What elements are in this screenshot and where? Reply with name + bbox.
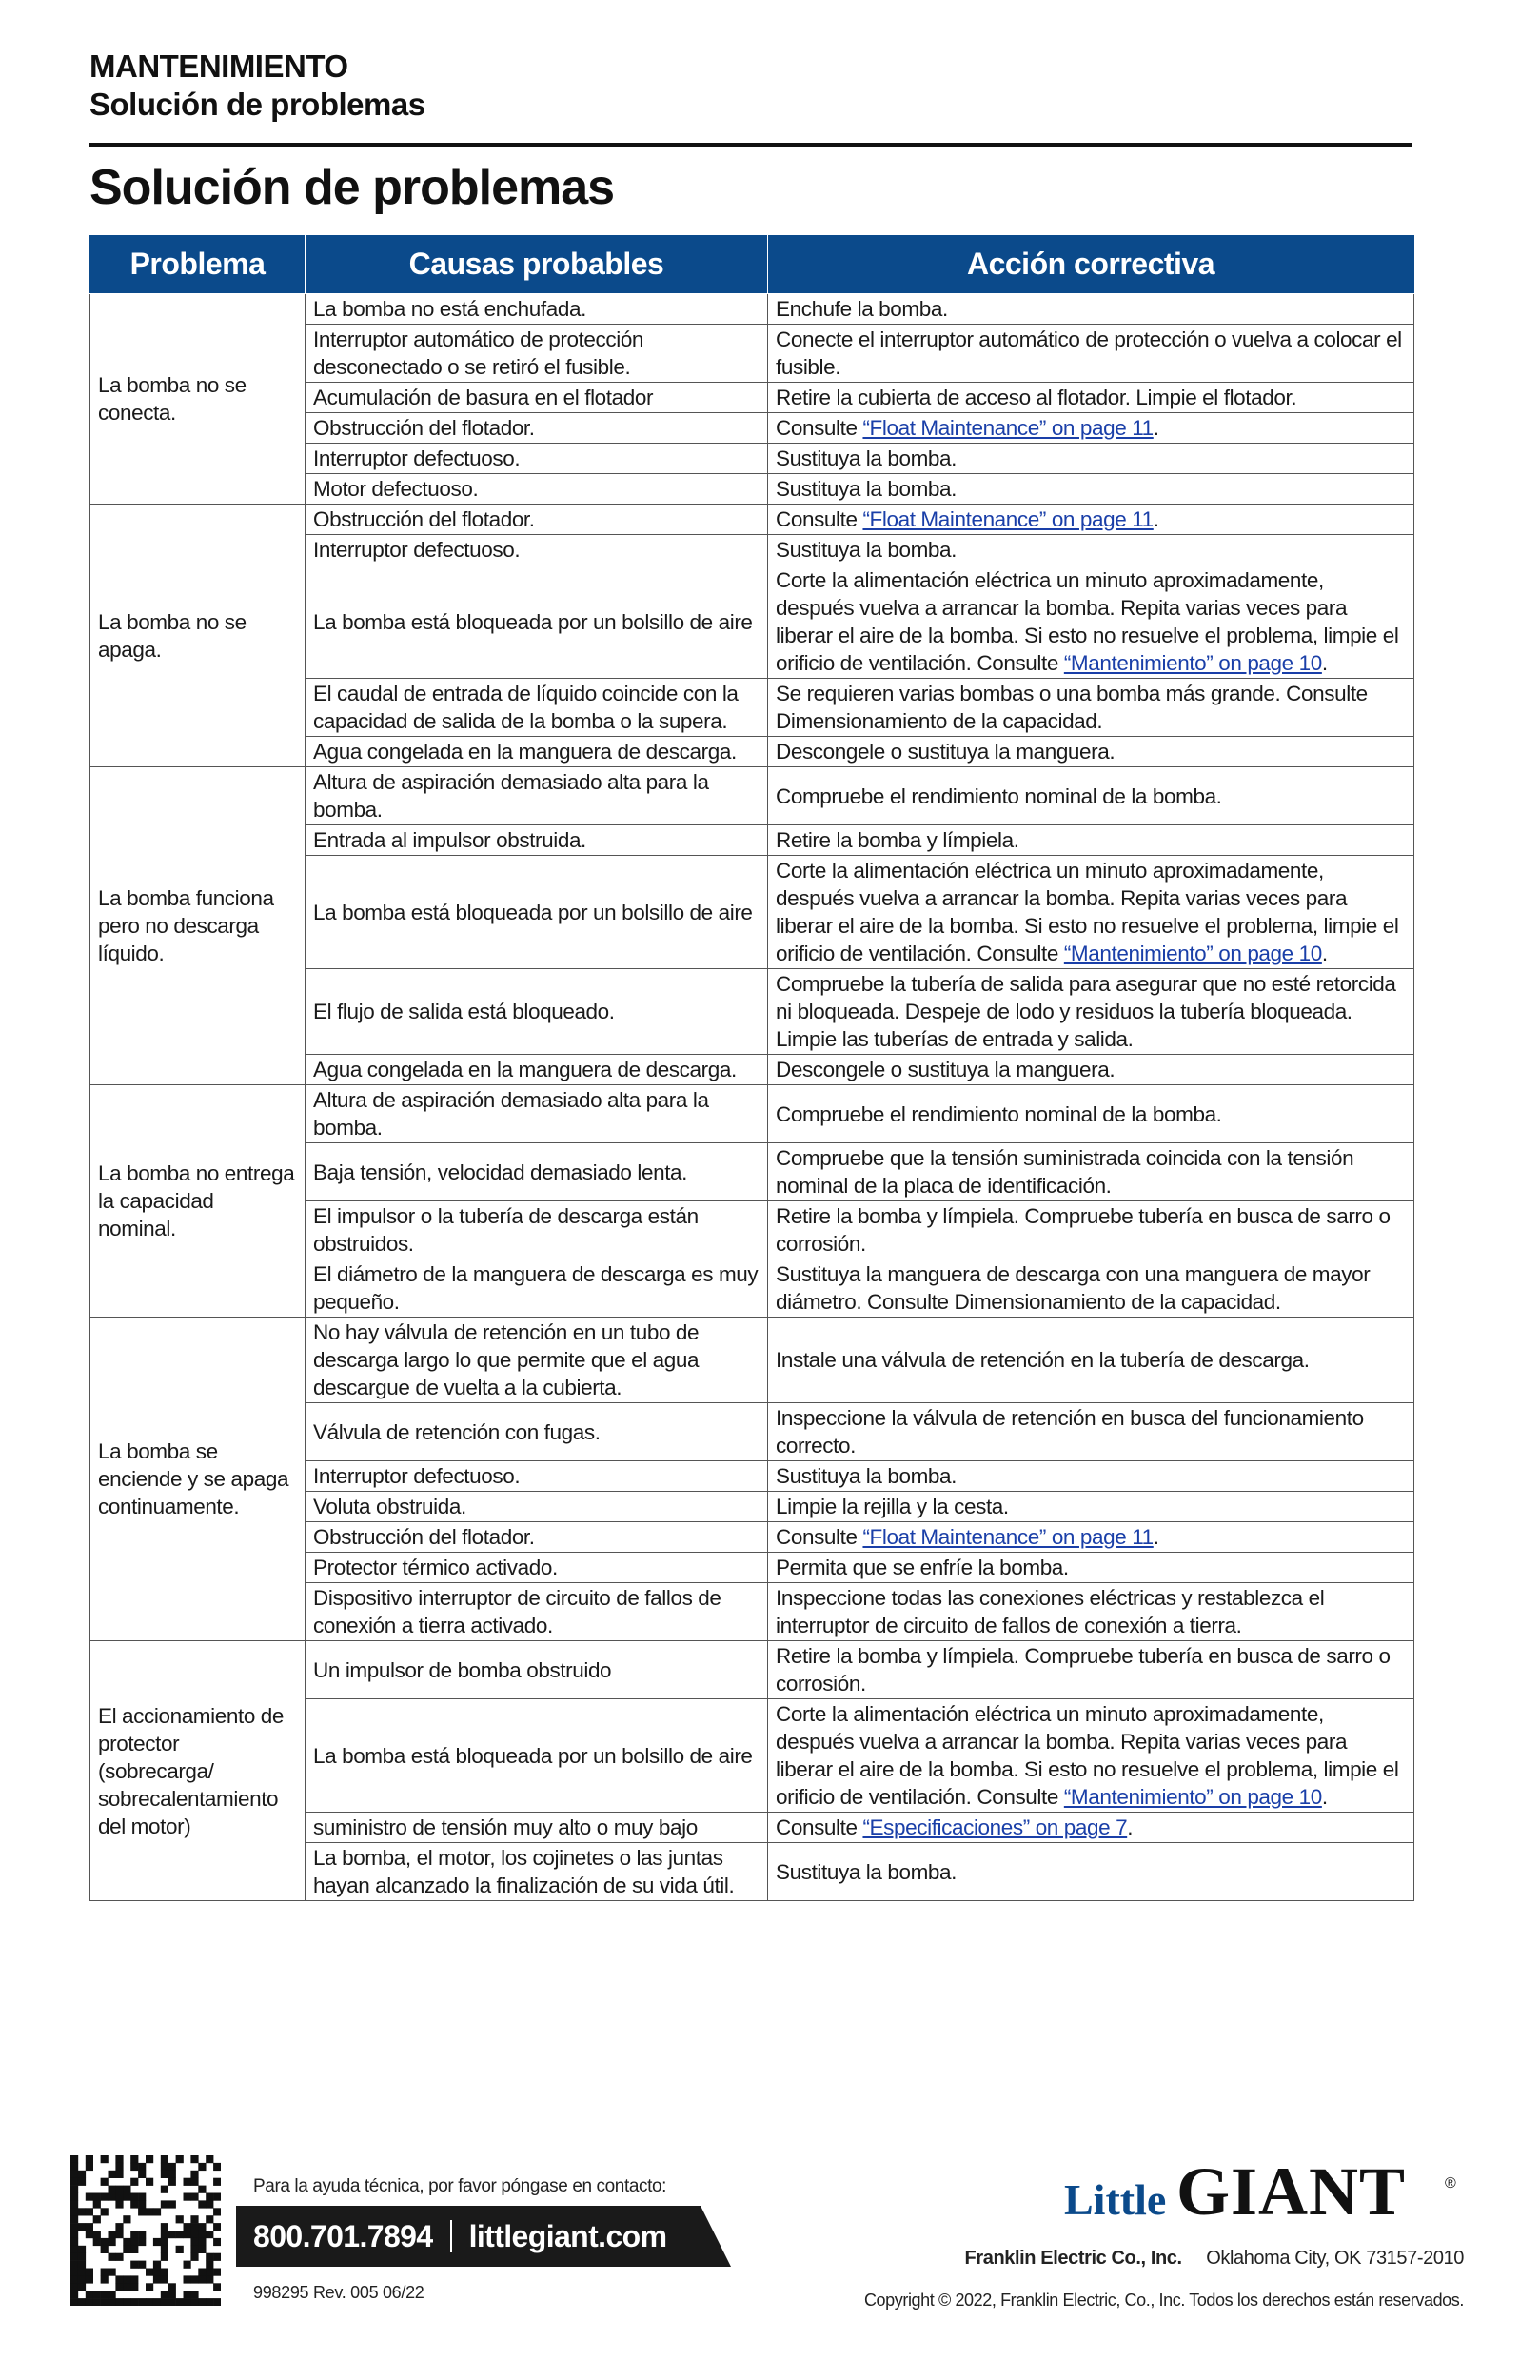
cause-cell: El flujo de salida está bloqueado. (306, 969, 768, 1055)
cause-cell: El diámetro de la manguera de descarga es muy pequeño. (306, 1259, 768, 1318)
problem-cell: La bomba no se apaga. (90, 505, 306, 767)
cause-cell: Voluta obstruida. (306, 1492, 768, 1522)
action-cell (768, 1522, 1414, 1553)
table-row (90, 1318, 1414, 1403)
cause-cell: Válvula de retención con fugas. (306, 1403, 768, 1461)
datamatrix-code (70, 2155, 221, 2306)
cause-cell: Acumulación de basura en el flotador (306, 383, 768, 413)
action-cell (768, 1553, 1414, 1583)
action-text: Permita que se enfríe la bomba. (776, 1556, 1069, 1579)
company-info (965, 2248, 1464, 2270)
cause-cell: Agua congelada en la manguera de descarga. (306, 737, 768, 767)
action-cell (768, 1201, 1414, 1259)
column-header-action: Acción correctiva (768, 235, 1414, 294)
table-row (90, 1641, 1414, 1699)
action-text: Limpie la rejilla y la cesta. (776, 1495, 1009, 1518)
action-text: Retire la bomba y límpiela. Compruebe tubería en busca de sarro o corrosión. (776, 1644, 1391, 1696)
problem-cell: La bomba funciona pero no descarga líquido. (90, 767, 306, 1085)
action-cell (768, 383, 1414, 413)
action-text: Instale una válvula de retención en la tubería de descarga. (776, 1348, 1310, 1372)
cause-cell: Obstrucción del flotador. (306, 413, 768, 444)
cross-reference-link[interactable]: “Mantenimiento” on page 10 (1063, 1785, 1322, 1809)
action-text-end: . (1321, 942, 1328, 965)
little-giant-logo (1064, 2153, 1464, 2230)
action-text-end: . (1153, 1525, 1159, 1549)
action-cell (768, 1813, 1414, 1843)
action-text: Retire la bomba y límpiela. Compruebe tubería en busca de sarro o corrosión. (776, 1204, 1391, 1256)
header-divider (89, 143, 1412, 147)
action-text: Sustituya la bomba. (776, 446, 958, 470)
action-text: Descongele o sustituya la manguera. (776, 1058, 1116, 1081)
table-row (90, 767, 1414, 825)
contact-separator (450, 2220, 452, 2252)
action-text: Consulte (776, 507, 863, 531)
action-text: Sustituya la bomba. (776, 538, 958, 562)
action-cell (768, 1403, 1414, 1461)
action-text: Retire la cubierta de acceso al flotador. Limpie el flotador. (776, 386, 1297, 409)
action-text: Descongele o sustituya la manguera. (776, 740, 1116, 764)
cause-cell: Obstrucción del flotador. (306, 505, 768, 535)
problem-cell: La bomba se enciende y se apaga continuamente. (90, 1318, 306, 1641)
action-text-end: . (1153, 416, 1159, 440)
action-text: Compruebe el rendimiento nominal de la bomba. (776, 1101, 1222, 1126)
action-text-end: . (1321, 1785, 1328, 1809)
action-cell (768, 1085, 1414, 1143)
copyright-notice: Copyright © 2022, Franklin Electric, Co., Inc. Todos los derechos están reservados. (863, 2291, 1464, 2310)
table-row (90, 505, 1414, 535)
cause-cell: suministro de tensión muy alto o muy bajo (306, 1813, 768, 1843)
action-text: Sustituya la manguera de descarga con una manguera de mayor diámetro. Consulte Dimensionamiento de la capacidad. (776, 1262, 1371, 1314)
table-body (90, 294, 1414, 1901)
cause-cell: La bomba está bloqueada por un bolsillo de aire (306, 565, 768, 679)
action-cell (768, 1492, 1414, 1522)
action-cell (768, 565, 1414, 679)
cross-reference-link[interactable]: “Float Maintenance” on page 11 (862, 416, 1154, 440)
action-text: Consulte (776, 416, 863, 440)
document-number: 998295 Rev. 005 06/22 (253, 2283, 424, 2302)
action-text: Consulte (776, 1525, 863, 1549)
action-text-end: . (1127, 1815, 1134, 1839)
action-text: Inspeccione la válvula de retención en busca del funcionamiento correcto. (776, 1406, 1364, 1458)
cross-reference-link[interactable]: “Especificaciones” on page 7 (862, 1815, 1128, 1839)
action-cell (768, 474, 1414, 505)
cause-cell: Un impulsor de bomba obstruido (306, 1641, 768, 1699)
action-cell (768, 294, 1414, 325)
website-link[interactable]: littlegiant.com (468, 2219, 667, 2253)
action-cell (768, 1318, 1414, 1403)
page-title: Solución de problemas (89, 160, 615, 215)
cause-cell: Motor defectuoso. (306, 474, 768, 505)
action-cell (768, 969, 1414, 1055)
cause-cell: La bomba no está enchufada. (306, 294, 768, 325)
action-cell (768, 1461, 1414, 1492)
problem-cell: La bomba no entrega la capacidad nominal. (90, 1085, 306, 1318)
contact-bar (236, 2206, 731, 2267)
action-text: Corte la alimentación eléctrica un minuto aproximadamente, después vuelva a arrancar la bomba. Repita varias veces para liberar el aire de la bomba. Si esto no resuelve el problema, limpie el orificio de ventilación. Consulte (776, 1702, 1399, 1809)
cause-cell: Entrada al impulsor obstruida. (306, 825, 768, 856)
action-cell (768, 535, 1414, 565)
cause-cell: Baja tensión, velocidad demasiado lenta. (306, 1143, 768, 1201)
action-cell (768, 413, 1414, 444)
column-header-causes: Causas probables (306, 235, 768, 294)
action-text: Corte la alimentación eléctrica un minuto aproximadamente, después vuelva a arrancar la bomba. Repita varias veces para liberar el aire de la bomba. Si esto no resuelve el problema, limpie el orificio de ventilación. Consulte (776, 568, 1399, 675)
cause-cell: Interruptor automático de protección desconectado o se retiró el fusible. (306, 325, 768, 383)
cause-cell: Altura de aspiración demasiado alta para la bomba. (306, 767, 768, 825)
cause-cell: La bomba, el motor, los cojinetes o las juntas hayan alcanzado la finalización de su vida útil. (306, 1843, 768, 1901)
column-header-problem: Problema (90, 235, 306, 294)
action-text: Compruebe el rendimiento nominal de la bomba. (776, 783, 1222, 808)
action-cell (768, 1143, 1414, 1201)
cause-cell: Interruptor defectuoso. (306, 535, 768, 565)
phone-number[interactable]: 800.701.7894 (253, 2219, 433, 2253)
action-cell (768, 505, 1414, 535)
cause-cell: La bomba está bloqueada por un bolsillo de aire (306, 1699, 768, 1813)
action-text: Conecte el interruptor automático de protección o vuelva a colocar el fusible. (776, 327, 1402, 379)
action-cell (768, 679, 1414, 737)
table-row (90, 1085, 1414, 1143)
cause-cell: Interruptor defectuoso. (306, 444, 768, 474)
cross-reference-link[interactable]: “Mantenimiento” on page 10 (1063, 651, 1322, 675)
action-text: Inspeccione todas las conexiones eléctricas y restablezca el interruptor de circuito de fallos de conexión a tierra. (776, 1586, 1325, 1637)
cause-cell: El impulsor o la tubería de descarga están obstruidos. (306, 1201, 768, 1259)
cross-reference-link[interactable]: “Float Maintenance” on page 11 (862, 507, 1154, 531)
logo-registered-mark: ® (1445, 2175, 1456, 2192)
action-cell (768, 737, 1414, 767)
action-text: Consulte (776, 1815, 863, 1839)
logo-little-text: Little (1064, 2175, 1167, 2224)
help-label: Para la ayuda técnica, por favor póngase en contacto: (253, 2176, 667, 2196)
action-text: Sustituya la bomba. (776, 477, 958, 501)
problem-cell: La bomba no se conecta. (90, 294, 306, 505)
action-cell (768, 1259, 1414, 1318)
action-text: Compruebe que la tensión suministrada coincida con la tensión nominal de la placa de identificación. (776, 1146, 1354, 1198)
action-text-end: . (1153, 507, 1159, 531)
action-cell (768, 1583, 1414, 1641)
subsection-title: Solución de problemas (89, 87, 425, 122)
section-title: MANTENIMIENTO (89, 49, 348, 84)
action-cell (768, 1641, 1414, 1699)
action-cell (768, 767, 1414, 825)
company-address: Oklahoma City, OK 73157-2010 (1206, 2248, 1464, 2269)
cross-reference-link[interactable]: “Float Maintenance” on page 11 (862, 1525, 1154, 1549)
page-header (89, 48, 1412, 124)
action-cell (768, 444, 1414, 474)
cause-cell: La bomba está bloqueada por un bolsillo de aire (306, 856, 768, 969)
action-text: Enchufe la bomba. (776, 297, 948, 321)
cause-cell: Agua congelada en la manguera de descarga. (306, 1055, 768, 1085)
cause-cell: Interruptor defectuoso. (306, 1461, 768, 1492)
action-text: Se requieren varias bombas o una bomba más grande. Consulte Dimensionamiento de la capacidad. (776, 682, 1368, 733)
cause-cell: Obstrucción del flotador. (306, 1522, 768, 1553)
action-cell (768, 1055, 1414, 1085)
company-name: Franklin Electric Co., Inc. (964, 2248, 1182, 2269)
troubleshooting-table (89, 235, 1414, 1901)
action-text: Sustituya la bomba. (776, 1859, 958, 1884)
action-text: Corte la alimentación eléctrica un minuto aproximadamente, después vuelva a arrancar la bomba. Repita varias veces para liberar el aire de la bomba. Si esto no resuelve el problema, limpie el orificio de ventilación. Consulte (776, 859, 1399, 965)
cause-cell: No hay válvula de retención en un tubo de descarga largo lo que permite que el agua descargue de vuelta a la cubierta. (306, 1318, 768, 1403)
action-cell (768, 325, 1414, 383)
action-text: Sustituya la bomba. (776, 1464, 958, 1488)
cause-cell: El caudal de entrada de líquido coincide con la capacidad de salida de la bomba o la supera. (306, 679, 768, 737)
problem-cell: El accionamiento de protector (sobrecarga/ sobrecalentamiento del motor) (90, 1641, 306, 1901)
action-cell (768, 856, 1414, 969)
action-cell (768, 1699, 1414, 1813)
logo-giant-text: GIANT (1176, 2153, 1407, 2230)
cause-cell: Altura de aspiración demasiado alta para la bomba. (306, 1085, 768, 1143)
table-row (90, 294, 1414, 325)
cross-reference-link[interactable]: “Mantenimiento” on page 10 (1063, 942, 1322, 965)
action-cell (768, 825, 1414, 856)
table-header-row (90, 235, 1414, 294)
cause-cell: Dispositivo interruptor de circuito de fallos de conexión a tierra activado. (306, 1583, 768, 1641)
cause-cell: Protector térmico activado. (306, 1553, 768, 1583)
company-separator (1194, 2248, 1195, 2267)
action-text: Compruebe la tubería de salida para asegurar que no esté retorcida ni bloqueada. Despeje de lodo y residuos la tubería bloqueada. Limpie las tuberías de entrada y salida. (776, 972, 1396, 1051)
action-text-end: . (1321, 651, 1328, 675)
action-cell (768, 1843, 1414, 1901)
action-text: Retire la bomba y límpiela. (776, 828, 1019, 852)
